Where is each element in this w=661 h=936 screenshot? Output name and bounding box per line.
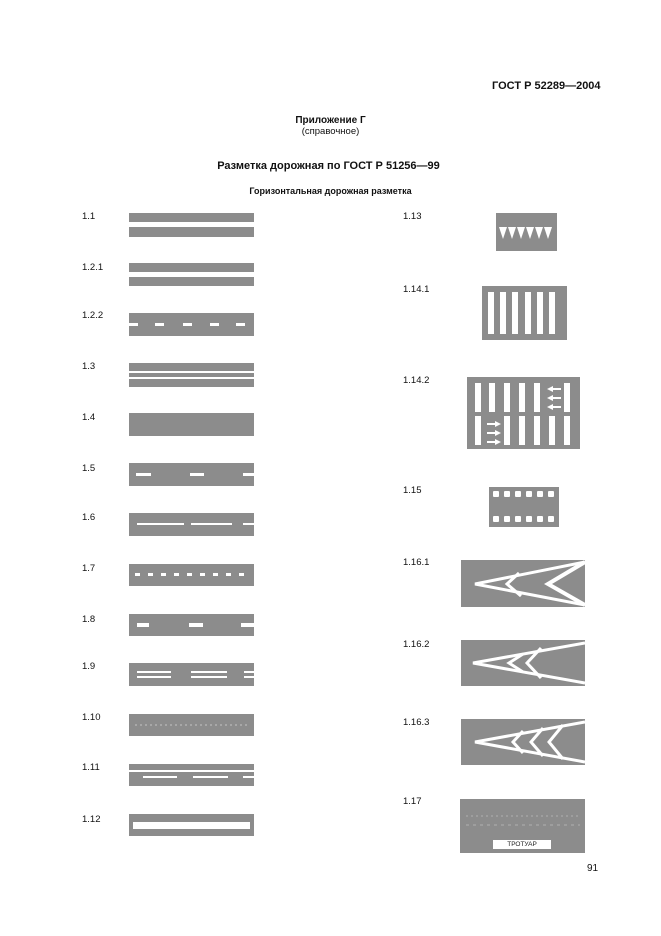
- marking-1-1-illustration: [129, 213, 254, 237]
- marking-label-1-16-2: 1.16.2: [403, 639, 430, 650]
- marking-label-1-9: 1.9: [82, 661, 96, 672]
- appendix-title: Приложение Г: [295, 115, 366, 126]
- appendix-subtitle: (справочное): [301, 126, 360, 137]
- marking-1-15-illustration: [489, 487, 559, 527]
- page-number: 91: [587, 863, 599, 874]
- marking-label-1-16-3: 1.16.3: [403, 717, 430, 728]
- marking-1-11-illustration: [129, 764, 254, 786]
- marking-label-1-5: 1.5: [82, 463, 96, 474]
- marking-label-1-11: 1.11: [82, 762, 100, 773]
- marking-label-1-14-2: 1.14.2: [403, 375, 430, 386]
- marking-1-8-illustration: [129, 614, 254, 636]
- marking-1-4-illustration: [129, 413, 254, 436]
- marking-label-1-6: 1.6: [82, 512, 96, 523]
- marking-1-9-illustration: [129, 663, 254, 686]
- marking-1-6-illustration: [129, 513, 254, 536]
- marking-label-1-13: 1.13: [403, 211, 422, 222]
- marking-label-1-10: 1.10: [82, 712, 101, 723]
- marking-1-16-2-illustration: [461, 640, 585, 686]
- marking-1-13-illustration: [496, 213, 557, 251]
- marking-1-12-illustration: [129, 814, 254, 836]
- marking-1-10-illustration: [129, 714, 254, 736]
- page-subheading: Горизонтальная дорожная разметка: [249, 186, 412, 196]
- marking-label-1-14-1: 1.14.1: [403, 284, 430, 295]
- marking-label-1-4: 1.4: [82, 412, 96, 423]
- marking-1-14-1-illustration: [482, 286, 567, 340]
- marking-label-1-15: 1.15: [403, 485, 422, 496]
- marking-label-1-16-1: 1.16.1: [403, 557, 430, 568]
- marking-1-17-illustration: [460, 799, 585, 853]
- marking-label-1-2-1: 1.2.1: [82, 262, 104, 273]
- marking-label-1-1: 1.1: [82, 211, 96, 222]
- marking-label-1-17: 1.17: [403, 796, 422, 807]
- standard-code: ГОСТ Р 52289—2004: [492, 80, 601, 92]
- marking-1-3-illustration: [129, 363, 254, 387]
- marking-label-1-7: 1.7: [82, 563, 96, 574]
- marking-1-2-1-illustration: [129, 263, 254, 286]
- marking-label-1-3: 1.3: [82, 361, 96, 372]
- marking-label-1-12: 1.12: [82, 814, 101, 825]
- marking-1-16-3-illustration: [461, 719, 585, 765]
- marking-1-16-1-illustration: [461, 560, 585, 607]
- marking-1-7-illustration: [129, 564, 254, 586]
- marking-1-2-2-illustration: [129, 313, 254, 336]
- page-heading: Разметка дорожная по ГОСТ Р 51256—99: [217, 160, 440, 172]
- marking-1-14-2-illustration: [467, 377, 580, 449]
- marking-1-17-sign-text: ТРОТУАР: [493, 840, 551, 849]
- marking-1-5-illustration: [129, 463, 254, 486]
- marking-label-1-8: 1.8: [82, 614, 96, 625]
- marking-label-1-2-2: 1.2.2: [82, 310, 104, 321]
